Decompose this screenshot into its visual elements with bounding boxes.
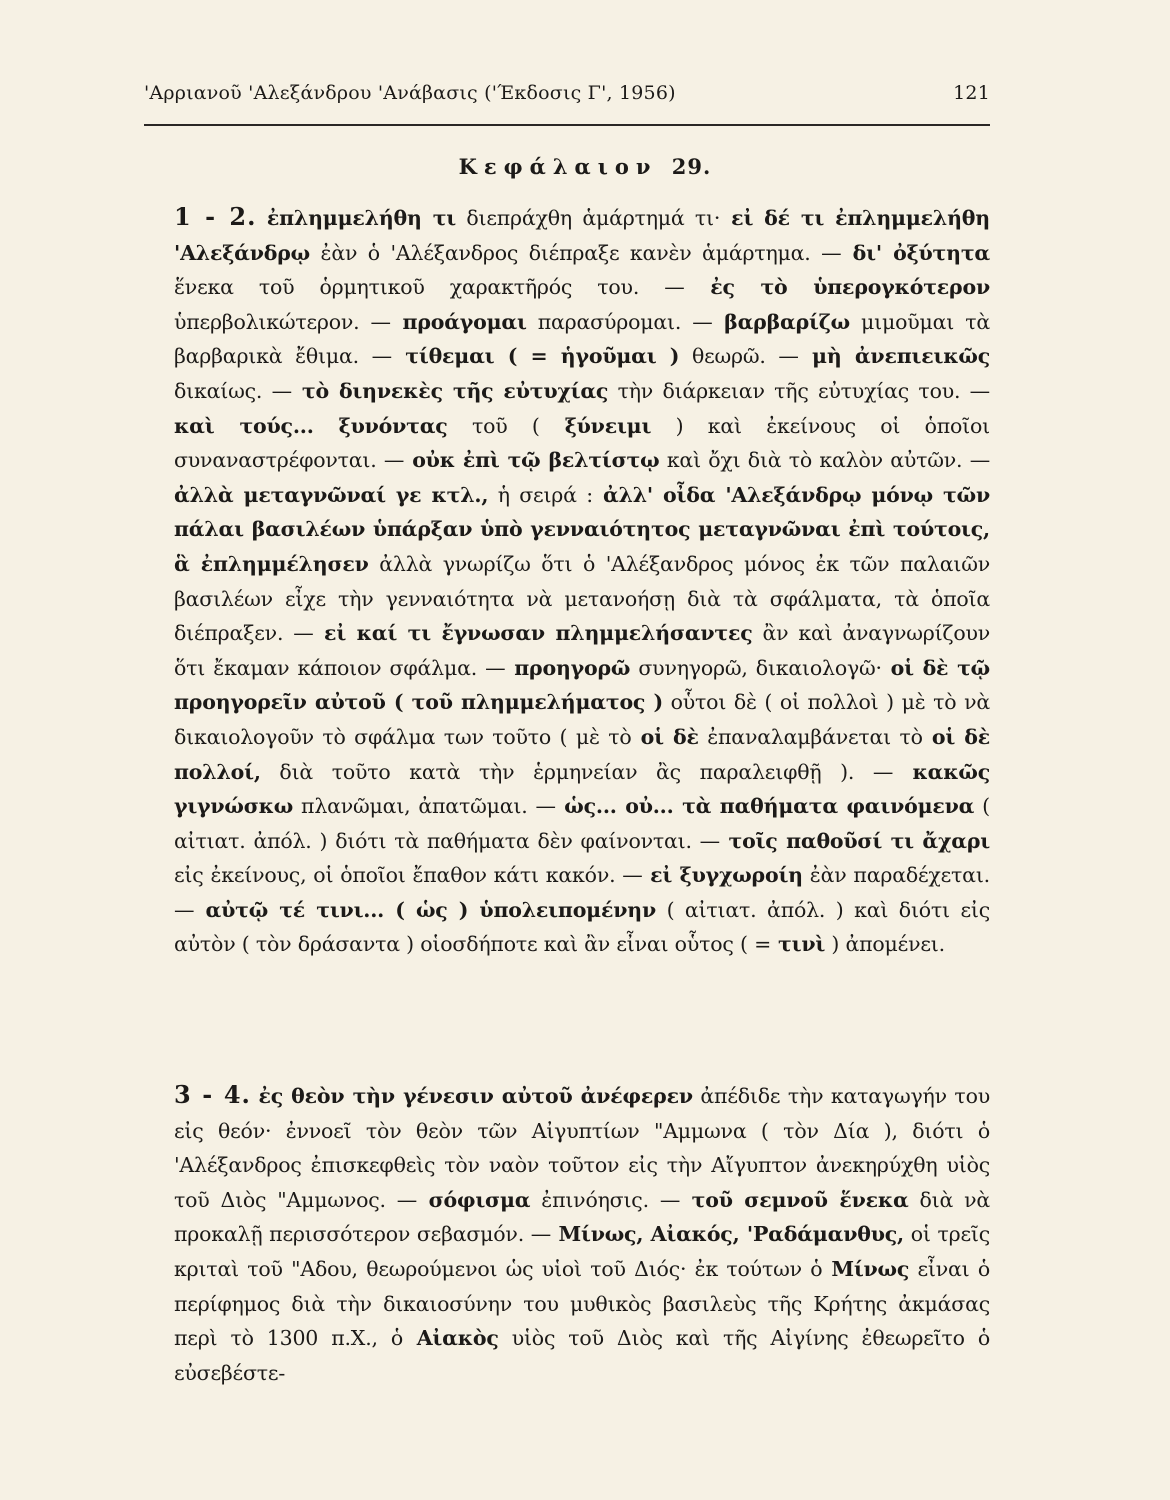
- gloss: ἐὰν ὁ 'Αλέξανδρος διέπραξε κανὲν ἁμάρτημα. —: [310, 240, 842, 265]
- commentary-section: [174, 1078, 990, 1390]
- gloss: ἂν καὶ ἀναγνωρίζουν ὅτι ἔκαμαν κάποιον σφάλμα. —: [174, 621, 991, 680]
- gloss: παρασύρομαι. —: [526, 309, 713, 334]
- lemma: Μίνως: [822, 1256, 910, 1281]
- lemma: σόφισμα: [417, 1187, 531, 1212]
- gloss: καὶ ὄχι διὰ τὸ καλὸν αὐτῶν. —: [659, 448, 991, 473]
- section-body: [174, 206, 990, 956]
- lemma: ὡς... οὐ... τὰ παθήματα φαινόμενα: [555, 794, 975, 819]
- lemma: κακῶς γιγνώσκω: [174, 759, 990, 819]
- gloss: πλανῶμαι, ἀπατῶμαι. —: [293, 794, 556, 819]
- lemma: αὐτῷ τέ τινι... ( ὡς ) ὑπολειπομένην: [194, 897, 656, 922]
- gloss: τοῦ (: [447, 413, 540, 438]
- lemma: ἐς τὸ ὑπερογκότερον: [684, 275, 990, 300]
- lemma: εἰ δέ τι ἐπλημμελήθη 'Αλεξάνδρῳ: [174, 206, 990, 265]
- lemma: ἐπλημμελήθη τι: [266, 206, 457, 230]
- lemma: εἰ καί τι ἔγνωσαν πλημμελήσαντες: [313, 621, 753, 646]
- gloss: διὰ τοῦτο κατὰ τὴν ἑρμηνείαν ἂς παραλειφθῇ ). —: [260, 759, 894, 784]
- gloss: οὗτοι δὲ ( οἱ πολλοὶ ) μὲ τὸ νὰ δικαιολογοῦν τὸ σφάλμα των τοῦτο ( μὲ τὸ: [174, 690, 991, 749]
- page-number: 121: [953, 82, 990, 104]
- lemma: ἀλλ' οἶδα 'Αλεξάνδρῳ μόνῳ τῶν πάλαι βασιλέων ὑπάρξαν ὑπὸ γενναιότητος μεταγνῶναι ἐπὶ τούτοις, ἃ ἐπλημμέλησεν: [174, 482, 990, 576]
- gloss: εἶναι ὁ περίφημος διὰ τὴν δικαιοσύνην του μυθικὸς βασιλεὺς τῆς Κρήτης ἀκμάσας περὶ τὸ 1300 π.Χ., ὁ: [174, 1256, 991, 1351]
- lemma: τοῦ σεμνοῦ ἕνεκα: [680, 1187, 909, 1212]
- chapter-number: 29.: [671, 154, 712, 179]
- lemma: οἱ δὲ τῷ προηγορεῖν αὐτοῦ ( τοῦ πλημμελήματος ): [174, 655, 990, 715]
- lemma: δι' ὀξύτητα: [841, 240, 990, 265]
- lemma: Μίνως, Αἰακός, 'Ραδάμανθυς,: [551, 1222, 904, 1247]
- gloss: διὰ νὰ προκαλῇ περισσότερον σεβασμόν. —: [174, 1187, 990, 1247]
- lemma: προάγομαι: [390, 309, 527, 334]
- chapter-word: Κεφάλαιον: [458, 154, 658, 179]
- lemma: τὸ διηνεκὲς τῆς εὐτυχίας: [291, 378, 609, 403]
- lemma: εἰ ξυγχωροίη: [642, 863, 803, 888]
- commentary-section: [174, 200, 990, 962]
- lemma: οἱ δὲ: [631, 724, 699, 749]
- gloss: ) καὶ ἐκείνους οἱ ὁποῖοι συναναστρέφονται. —: [174, 413, 990, 473]
- header-rule: [144, 124, 990, 126]
- gloss: δικαίως. —: [174, 378, 292, 403]
- gloss: ἐπινόησις. —: [530, 1187, 681, 1212]
- gloss: ἡ σειρά :: [488, 482, 593, 507]
- gloss: ( αἰτιατ. ἀπόλ. ) καὶ διότι εἰς αὐτὸν ( τὸν δράσαντα ) οἱοσδήποτε καὶ ἂν εἶναι οὗτος ( =: [174, 897, 990, 957]
- gloss: ἐὰν παραδέχεται. —: [174, 863, 990, 922]
- section-label: 1 - 2.: [174, 202, 257, 231]
- chapter-heading: [0, 154, 1170, 179]
- lemma: οὐκ ἐπὶ τῷ βελτίστῳ: [404, 448, 660, 473]
- lemma: ξύνειμι: [539, 413, 652, 438]
- gloss: συνηγορῶ, δικαιολογῶ·: [630, 655, 882, 680]
- lemma: Αἰακὸς: [403, 1326, 499, 1351]
- gloss: ἐπαναλαμβάνεται τὸ: [698, 724, 923, 749]
- gloss: υἱὸς τοῦ Διὸς καὶ τῆς Αἰγίνης ἐθεωρεῖτο ὁ εὐσεβέστε-: [174, 1326, 991, 1385]
- gloss: τὴν διάρκειαν τῆς εὐτυχίας του. —: [608, 378, 990, 403]
- lemma: προηγορῶ: [505, 655, 631, 680]
- gloss: ὑπερβολικώτερον. —: [174, 309, 391, 334]
- gloss: εἰς ἐκείνους, οἱ ὁποῖοι ἔπαθον κάτι κακόν. —: [174, 863, 643, 888]
- lemma: μὴ ἀνεπιεικῶς: [798, 344, 990, 369]
- gloss: ) ἀπομένει.: [825, 932, 945, 957]
- lemma: τίθεμαι ( = ἡγοῦμαι ): [391, 344, 680, 369]
- lemma: ἀλλὰ μεταγνῶναί γε κτλ.,: [174, 482, 489, 507]
- gloss: ἕνεκα τοῦ ὁρμητικοῦ χαρακτῆρός του. —: [174, 275, 685, 300]
- gloss: θεωρῶ. —: [679, 344, 799, 369]
- gloss: οἱ τρεῖς κριταὶ τοῦ "Αδου, θεωρούμενοι ὡς υἱοὶ τοῦ Διός· ἐκ τούτων ὁ: [174, 1222, 990, 1281]
- running-title: 'Αρριανοῦ 'Αλεξάνδρου 'Ανάβασις ('Έκδοσις Γ', 1956): [144, 82, 676, 104]
- section-body: [174, 1084, 990, 1385]
- lemma: τοῖς παθοῦσί τι ἄχαρι: [719, 828, 990, 853]
- gloss: διεπράχθη ἁμάρτημά τι·: [456, 206, 721, 230]
- gloss: μιμοῦμαι τὰ βαρβαρικὰ ἔθιμα. —: [174, 309, 990, 369]
- gloss: ἀπέδιδε τὴν καταγωγήν του εἰς θεόν· ἐννοεῖ τὸν θεὸν τῶν Αἰγυπτίων "Αμμωνα ( τὸν Δία ), διότι ὁ 'Αλέξανδρος ἐπισκεφθεὶς τὸν ναὸν τοῦτον εἰς τὴν Αἴγυπτον ἀνεκηρύχθη υἱὸς τοῦ Διὸς "Αμμωνος. —: [174, 1084, 990, 1212]
- lemma: οἱ δὲ πολλοί,: [174, 724, 990, 784]
- lemma: καὶ τούς... ξυνόντας: [174, 413, 448, 438]
- gloss: ( αἰτιατ. ἀπόλ. ) διότι τὰ παθήματα δὲν φαίνονται. —: [174, 794, 990, 853]
- lemma: τινὶ: [771, 932, 826, 957]
- lemma: ἐς θεὸν τὴν γένεσιν αὐτοῦ ἀνέφερεν: [258, 1084, 693, 1108]
- section-label: 3 - 4.: [174, 1080, 251, 1109]
- gloss: ἀλλὰ γνωρίζω ὅτι ὁ 'Αλέξανδρος μόνος ἐκ τῶν παλαιῶν βασιλέων εἶχε τὴν γενναιότητα νὰ μετανοήσῃ διὰ τὰ σφάλματα, τὰ ὁποῖα διέπραξεν. —: [174, 551, 990, 646]
- running-header: [144, 82, 990, 104]
- lemma: βαρβαρίζω: [712, 309, 850, 334]
